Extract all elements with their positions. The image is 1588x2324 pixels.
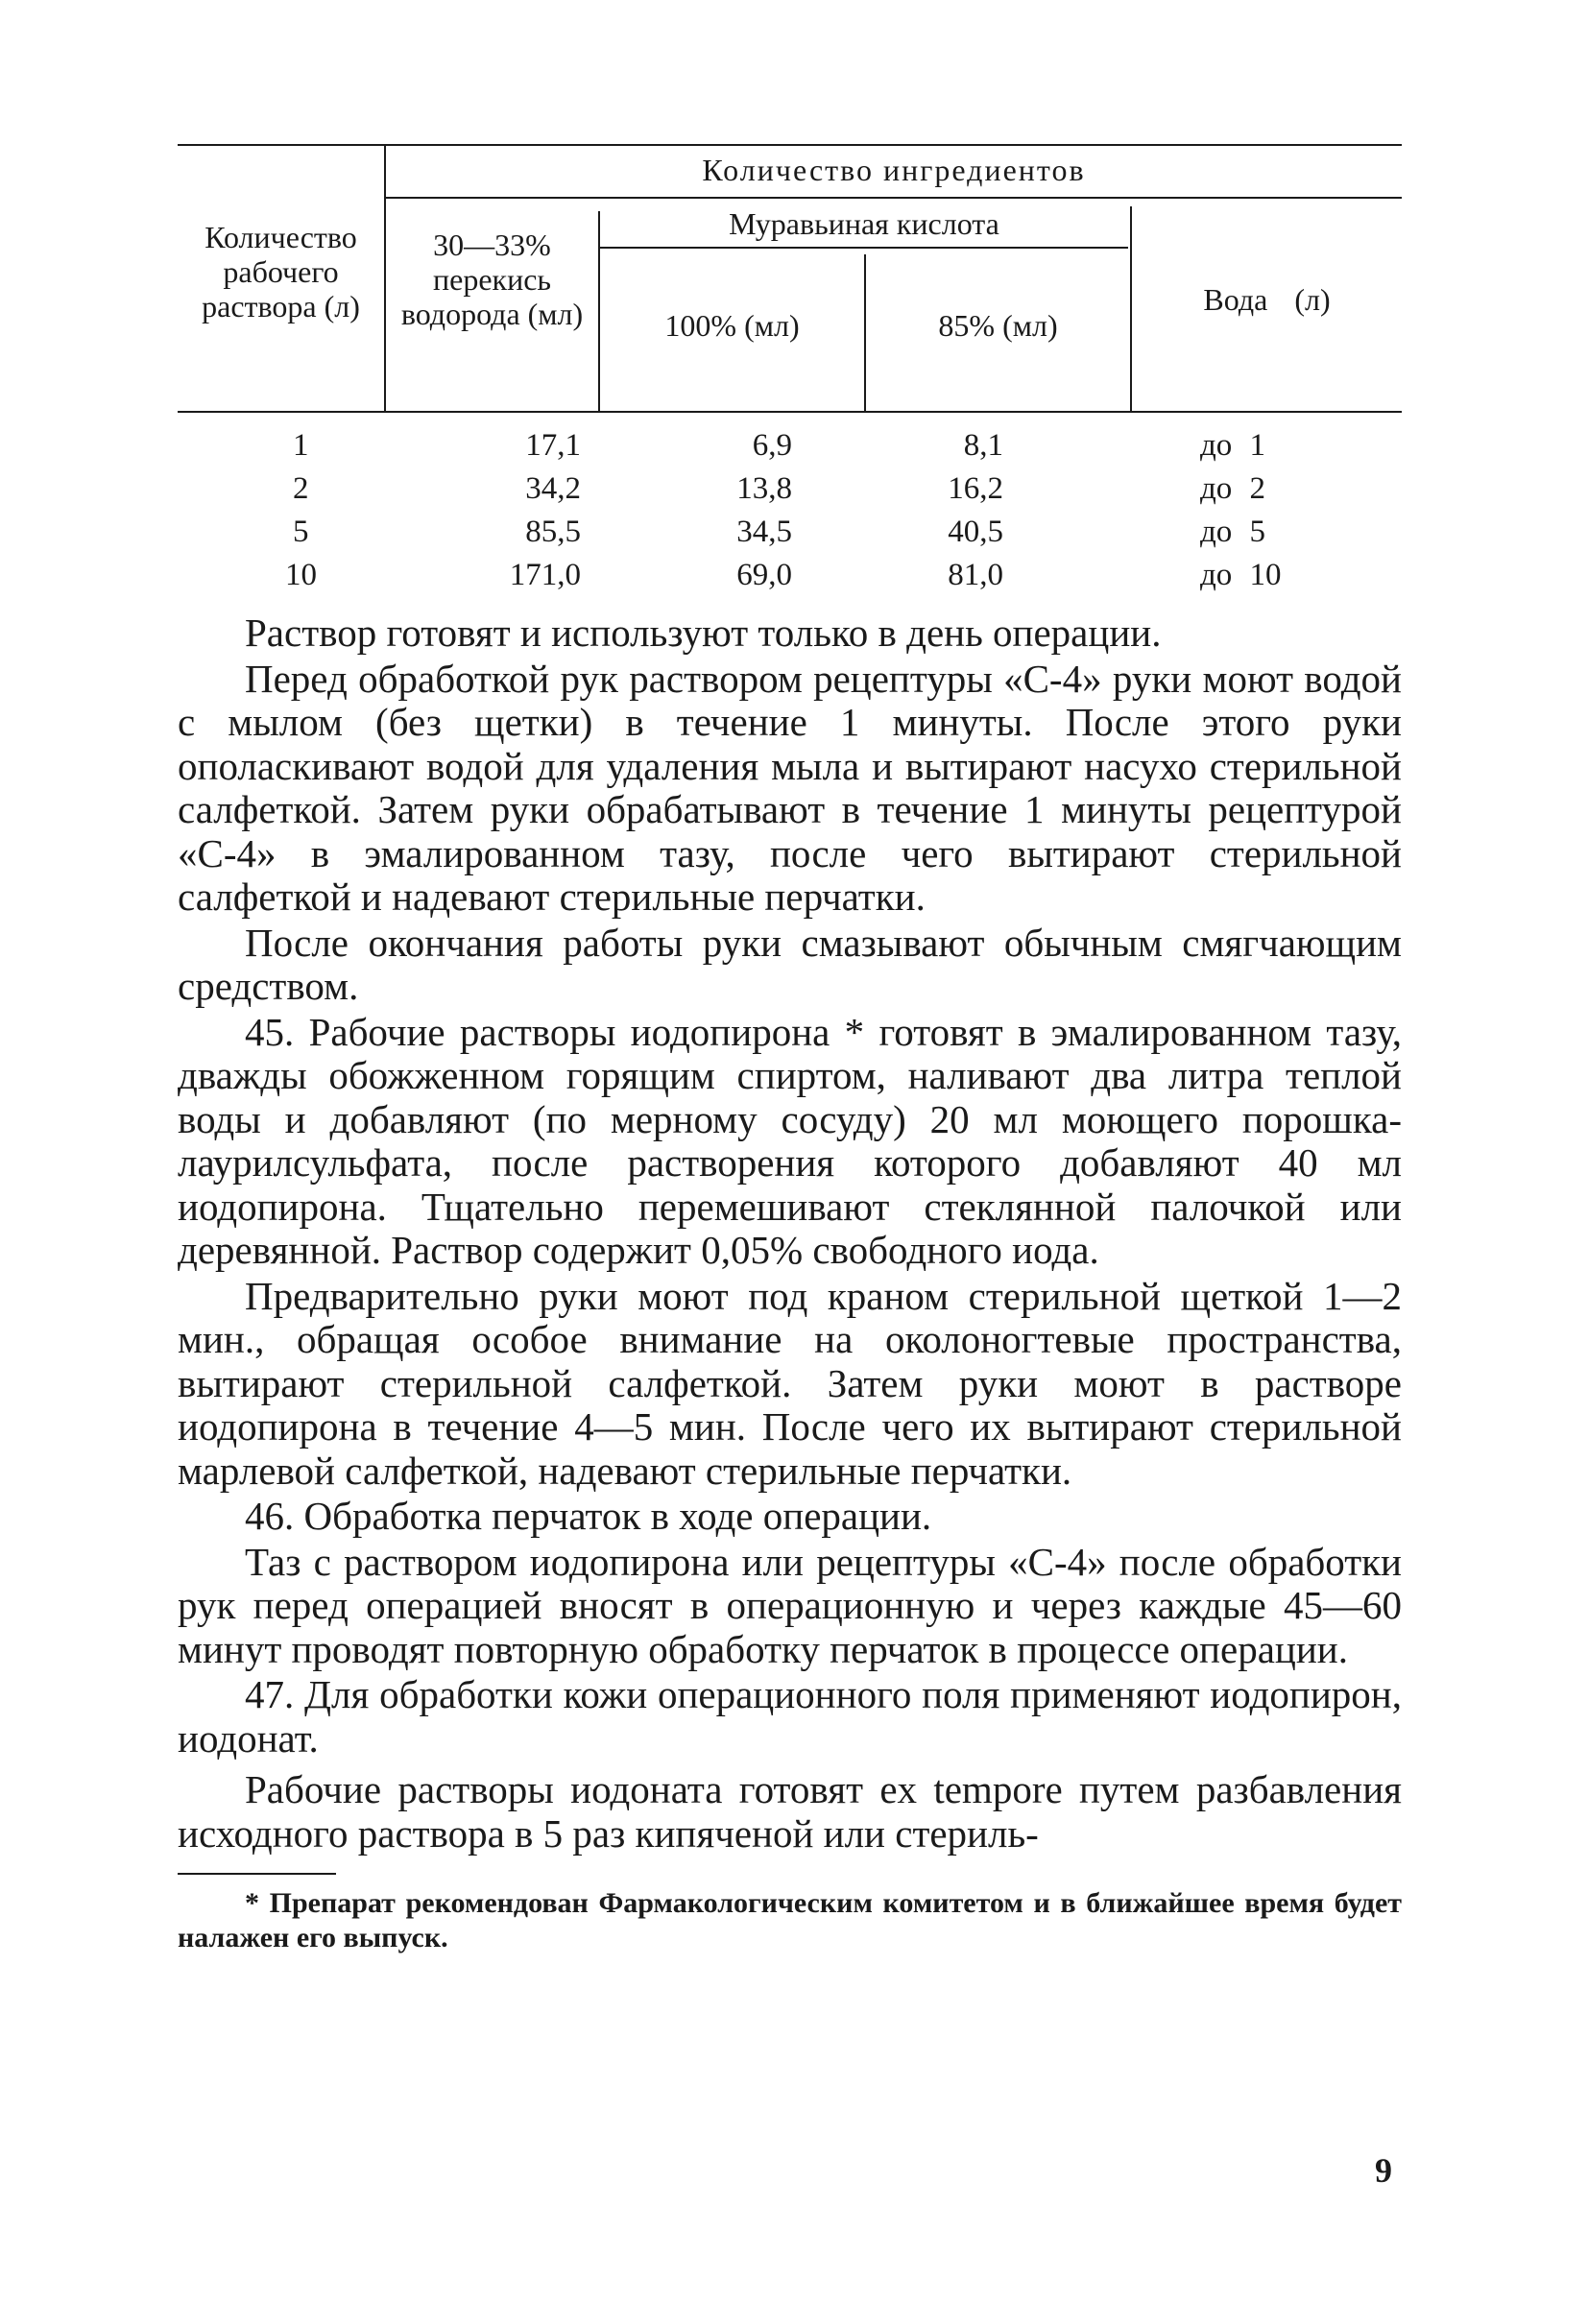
cell-formic100: 6,9 bbox=[752, 428, 792, 463]
col-header-volume: Количество рабочего раствора (л) bbox=[202, 220, 360, 323]
body-text bbox=[178, 611, 1402, 1856]
cell-volume: 2 bbox=[293, 471, 309, 506]
cell-water: до 2 bbox=[1200, 471, 1266, 506]
cell-water: до 5 bbox=[1200, 515, 1266, 549]
cell-volume: 10 bbox=[285, 558, 317, 592]
cell-volume: 5 bbox=[293, 515, 309, 549]
col-header-formic-acid: Муравьиная кислота bbox=[729, 206, 999, 241]
cell-water: до 10 bbox=[1200, 558, 1282, 592]
cell-peroxide: 85,5 bbox=[525, 515, 581, 549]
cell-formic85: 81,0 bbox=[948, 558, 1003, 592]
paragraph: 45. Рабочие растворы иодопирона * готовят в эмалированном тазу, дважды обожженном горящим спиртом, наливают два литра теплой воды и добавляют (по мерному сосуду) 20 мл моющего порошка-лаурилсульфата, после растворения которого добавляют 40 мл иодопирона. Тщательно перемешивают стеклянной палочкой или деревянной. Раствор содержит 0,05% свободного иода. bbox=[178, 1009, 1402, 1272]
cell-peroxide: 34,2 bbox=[525, 471, 581, 506]
table-divider bbox=[384, 197, 1402, 199]
page-content bbox=[178, 144, 1402, 1955]
paragraph: После окончания работы руки смазывают обычным смягчающим средством. bbox=[178, 920, 1402, 1008]
col-header-formic-85: 85% (мл) bbox=[938, 308, 1058, 343]
table-header-rule bbox=[178, 411, 1402, 413]
paragraph: Рабочие растворы иодоната готовят ex tempore путем разбавления исходного раствора в 5 раз кипяченой или стериль- bbox=[178, 1767, 1402, 1856]
col-header-peroxide: 30—33% перекись водорода (мл) bbox=[400, 228, 584, 331]
col-header-water: Вода (л) bbox=[1203, 282, 1331, 317]
cell-formic100: 69,0 bbox=[736, 558, 792, 592]
paragraph: 47. Для обработки кожи операционного поля применяют иодопирон, иодонат. bbox=[178, 1672, 1402, 1761]
cell-formic100: 34,5 bbox=[736, 515, 792, 549]
cell-peroxide: 171,0 bbox=[509, 558, 581, 592]
paragraph: 46. Обработка перчаток в ходе операции. bbox=[245, 1494, 932, 1538]
table-divider bbox=[600, 247, 1128, 249]
cell-volume: 1 bbox=[293, 428, 309, 463]
table-top-rule bbox=[178, 144, 1402, 146]
cell-formic100: 13,8 bbox=[736, 471, 792, 506]
paragraph: Предварительно руки моют под краном стерильной щеткой 1—2 мин., обращая особое внимание на околоногтевые пространства, вытирают стерильной салфеткой. Затем руки моют в растворе иодопирона в течение 4—5 мин. После чего их вытирают стерильной марлевой салфеткой, надевают стерильные перчатки. bbox=[178, 1273, 1402, 1493]
group-header: Количество ингредиентов bbox=[702, 153, 1086, 187]
footnote: * Препарат рекомендован Фармакологическим комитетом и в ближайшее время будет налажен его выпуск. bbox=[178, 1887, 1402, 1953]
paragraph: Раствор готовят и используют только в день операции. bbox=[245, 611, 1162, 655]
cell-formic85: 40,5 bbox=[948, 515, 1003, 549]
paragraph: Таз с раствором иодопирона или рецептуры «С-4» после обработки рук перед операцией вносят в операционную и через каждые 45—60 минут проводят повторную обработку перчаток в процессе операции. bbox=[178, 1539, 1402, 1671]
col-header-formic-100: 100% (мл) bbox=[664, 308, 800, 343]
cell-peroxide: 17,1 bbox=[525, 428, 581, 463]
cell-water: до 1 bbox=[1200, 428, 1266, 463]
cell-formic85: 16,2 bbox=[948, 471, 1003, 506]
page-number: 9 bbox=[1375, 2151, 1392, 2190]
paragraph: Перед обработкой рук раствором рецептуры «С-4» руки моют водой с мылом (без щетки) в течение 1 минуты. После этого руки ополаскивают водой для удаления мыла и вытирают насухо стерильной салфеткой. Затем руки обрабатывают в течение 1 минуты рецептурой «С-4» в эмалированном тазу, после чего вытирают стерильной салфеткой и надевают стерильные перчатки. bbox=[178, 656, 1402, 919]
cell-formic85: 8,1 bbox=[963, 428, 1003, 463]
ingredients-table bbox=[178, 144, 1402, 600]
footnote-rule bbox=[178, 1873, 336, 1875]
